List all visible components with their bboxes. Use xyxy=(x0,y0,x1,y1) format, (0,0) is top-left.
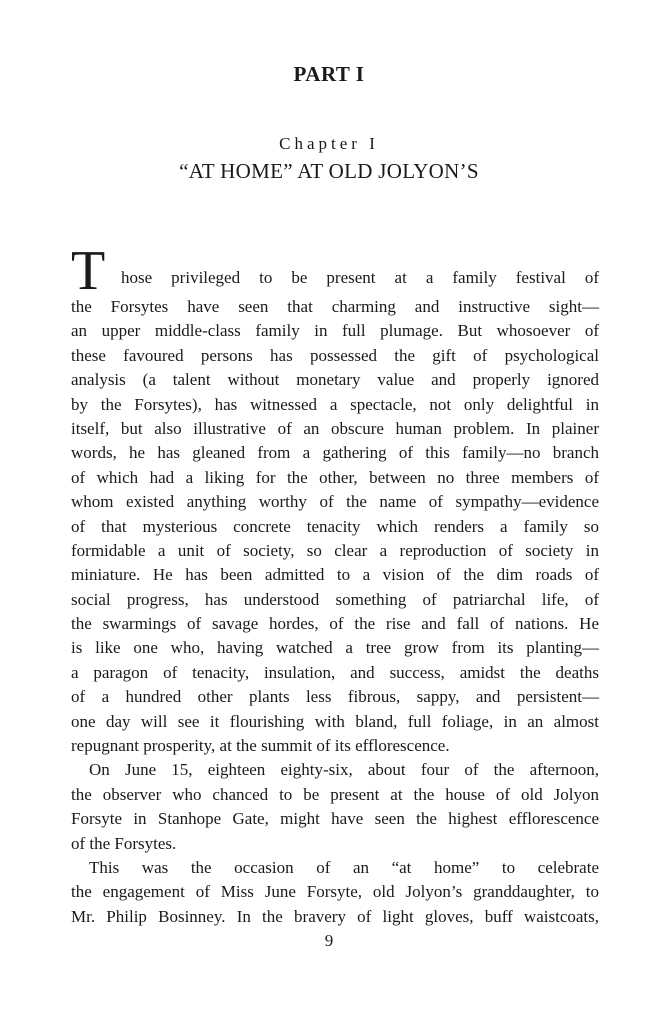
text-line: the observer who chanced to be present at the house of old Jolyon xyxy=(71,784,599,804)
text-line: On June 15, eighteen eighty-six, about four of the afternoon, xyxy=(89,760,599,780)
text-line: a paragon of tenacity, insulation, and success, amidst the deaths xyxy=(71,662,599,682)
text-line: whom existed anything worthy of the name of sympathy—evidence xyxy=(71,492,599,512)
text-line: of that mysterious concrete tenacity which renders a family so xyxy=(71,516,599,536)
text-line: formidable a unit of society, so clear a reproduction of society in xyxy=(71,540,599,560)
text-line: repugnant prosperity, at the summit of its efflorescence. xyxy=(71,736,450,756)
text-line: Mr. Philip Bosinney. In the bravery of light gloves, buff waistcoats, xyxy=(71,906,599,926)
text-line: by the Forsytes), has witnessed a spectacle, not only delightful in xyxy=(71,394,599,414)
text-line: the engagement of Miss June Forsyte, old Jolyon’s granddaughter, to xyxy=(71,882,599,902)
text-line: the Forsytes have seen that charming and instructive sight— xyxy=(71,297,599,316)
text-line: miniature. He has been admitted to a vision of the dim roads of xyxy=(71,565,599,585)
text-line: hose privileged to be present at a family festival of xyxy=(121,268,599,287)
text-line: words, he has gleaned from a gathering of this family—no branch xyxy=(71,443,599,463)
text-line: is like one who, having watched a tree grow from its planting— xyxy=(71,638,599,658)
chapter-label: Chapter I xyxy=(279,134,379,153)
text-line: of the Forsytes. xyxy=(71,833,177,853)
text-line: itself, but also illustrative of an obscure human problem. In plainer xyxy=(71,418,599,438)
drop-cap: T xyxy=(71,240,106,302)
part-title: PART I xyxy=(293,62,365,86)
text-line: of a hundred other plants less fibrous, sappy, and persistent— xyxy=(71,687,599,707)
text-line: This was the occasion of an “at home” to celebrate xyxy=(89,857,599,877)
text-line: one day will see it flourishing with bland, full foliage, in an almost xyxy=(71,711,599,731)
text-line: of which had a liking for the other, between no three members of xyxy=(71,467,599,487)
text-line: social progress, has understood something of patriarchal life, of xyxy=(71,589,599,609)
body-text xyxy=(71,240,599,929)
text-line: the swarmings of savage hordes, of the rise and fall of nations. He xyxy=(71,614,599,634)
text-line: analysis (a talent without monetary value and properly ignored xyxy=(71,370,599,390)
text-line: Forsyte in Stanhope Gate, might have seen the highest efflorescence xyxy=(71,809,599,829)
page-number: 9 xyxy=(324,931,334,950)
text-line: these favoured persons has possessed the gift of psychological xyxy=(71,345,599,365)
chapter-title: “AT HOME” AT OLD JOLYON’S xyxy=(179,159,479,183)
text-line: an upper middle-class family in full plumage. But whosoever of xyxy=(71,321,599,341)
